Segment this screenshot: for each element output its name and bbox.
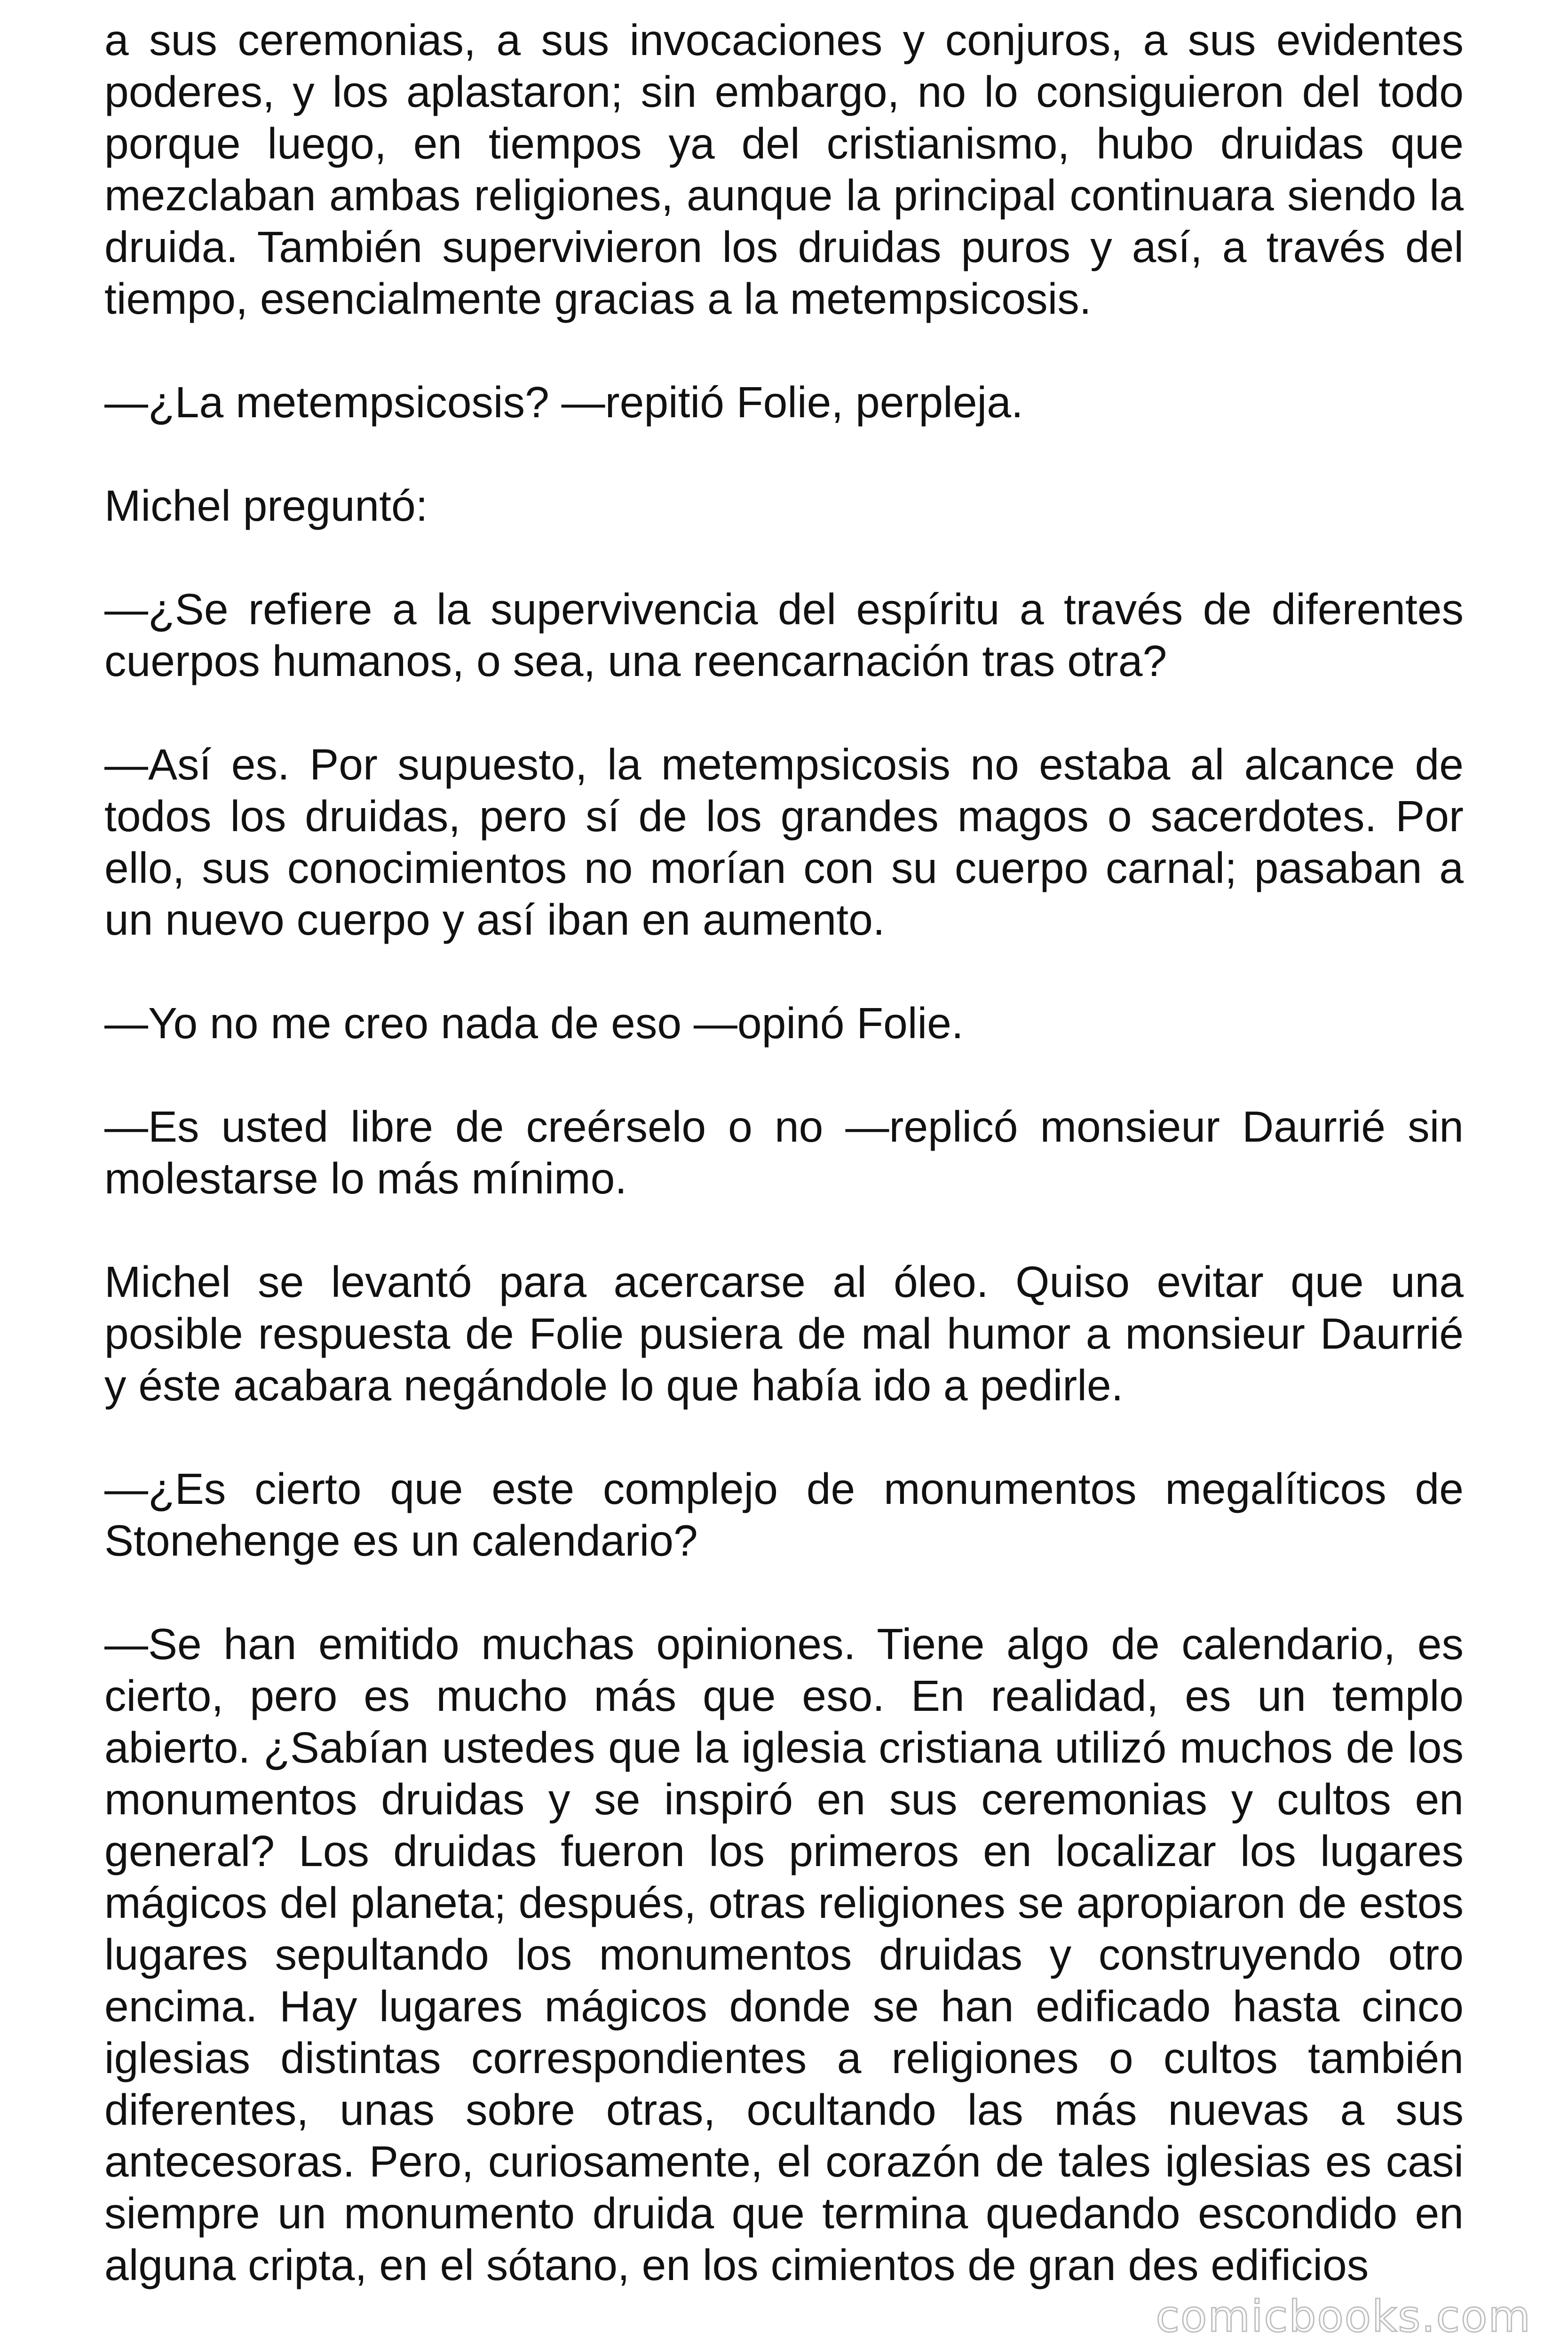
paragraph-2: —¿La metempsicosis? —repitió Folie, perpleja. (104, 378, 1023, 427)
paragraph-10: —Se han emitido muchas opiniones. Tiene algo de calendario, es cierto, pero es mucho más que eso. En realidad, es un templo abierto. ¿Sabían ustedes que la iglesia cristiana utilizó muchos de los monumentos druidas y se inspiró en sus ceremonias y cultos en general? Los druidas fueron los primeros en localizar los lugares mágicos del planeta; después, otras religiones se apropiaron de estos lugares sepultando los monumentos druidas y construyendo otro encima. Hay lugares mágicos donde se han edificado hasta cinco iglesias distintas correspondientes a religiones o cultos también diferentes, unas sobre otras, ocultando las más nuevas a sus antecesoras. Pero, curiosamente, el corazón de tales iglesias es casi siempre un monumento druida que termina quedando escondido en alguna cripta, en el sótano, en los cimientos de gran des edificios (104, 1620, 1464, 2289)
paragraph-8: Michel se levantó para acercarse al óleo. Quiso evitar que una posible respuesta de Folie pusiera de mal humor a monsieur Daurrié y éste acabara negándole lo que había ido a pedirle. (104, 1257, 1464, 1410)
paragraph-9: —¿Es cierto que este complejo de monumentos megalíticos de Stonehenge es un calendario? (104, 1464, 1464, 1565)
paragraph-4: —¿Se refiere a la supervivencia del espíritu a través de diferentes cuerpos humanos, o sea, una reencarnación tras otra? (104, 585, 1464, 685)
paragraph-1: a sus ceremonias, a sus invocaciones y conjuros, a sus evidentes poderes, y los aplastaron; sin embargo, no lo consiguieron del todo porque luego, en tiempos ya del cristianismo, hubo druidas que mezclaban ambas religiones, aunque la principal continuara siendo la druida. También supervivieron los druidas puros y así, a través del tiempo, esencialmente gracias a la metempsicosis. (104, 16, 1464, 323)
paragraph-7: —Es usted libre de creérselo o no —replicó monsieur Daurrié sin molestarse lo más mínimo. (104, 1102, 1464, 1203)
paragraph-3: Michel preguntó: (104, 481, 428, 530)
paragraph-6: —Yo no me creo nada de eso —opinó Folie. (104, 999, 964, 1048)
paragraph-5: —Así es. Por supuesto, la metempsicosis no estaba al alcance de todos los druidas, pero sí de los grandes magos o sacerdotes. Por ello, sus conocimientos no morían con su cuerpo carnal; pasaban a un nuevo cuerpo y así iban en aumento. (104, 740, 1464, 944)
body-text (104, 14, 1464, 2343)
watermark-text: comicbooks.com (1156, 2291, 1531, 2342)
